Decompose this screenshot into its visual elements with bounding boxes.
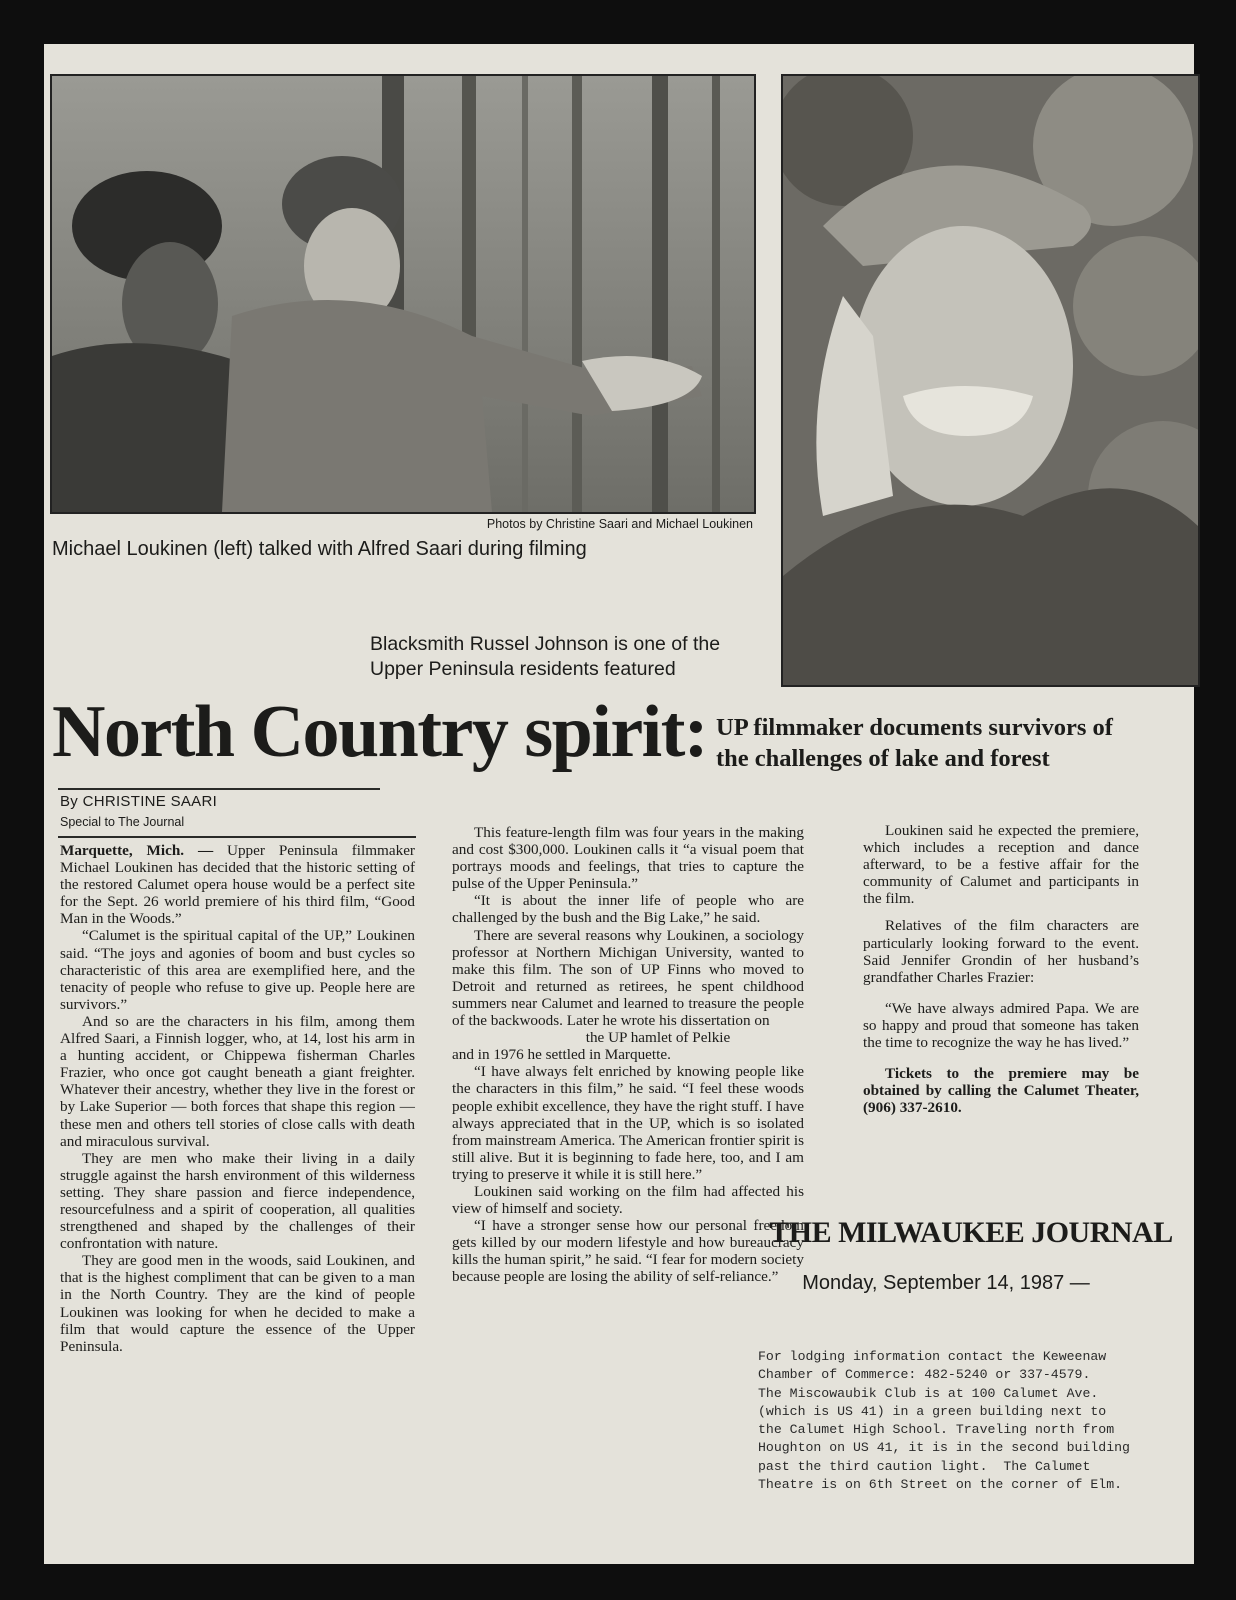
photo-caption-left: Michael Loukinen (left) talked with Alfred Saari during filming bbox=[52, 538, 587, 560]
article-dateline: Marquette, Mich. — bbox=[60, 842, 214, 859]
photo-loukinen-saari bbox=[50, 74, 756, 514]
article-paragraph: “I have always felt enriched by knowing people like the characters in this film,” he said. “I feel these woods people exhibit excellence, they have the right stuff. I have always appreciated that in the UP, which is so isolated from mainstream America. The American frontier spirit is still alive. But it is beginning to fade here, too, and I am trying to preserve it while it is still here.” bbox=[452, 1063, 804, 1183]
article-paragraph: And so are the characters in his film, among them Alfred Saari, a Finnish logger, who, at 14, lost his arm in a hunting accident, or Chippewa fisherman Charles Frazier, who once got caught beneath a giant freighter. Whatever their ancestry, whether they live in the forest or by Lake Superior — both forces that shape this region — these men and others tell stories of close calls with death and miraculous survival. bbox=[60, 1012, 415, 1150]
article-paragraph: Marquette, Mich. — Upper Peninsula filmmaker Michael Loukinen has decided that the historic setting of the restored Calumet opera house would be a perfect site for the Sept. 26 world premiere of his third film, “Good Man in the Woods.” bbox=[60, 842, 415, 928]
article-column-3 bbox=[863, 822, 1139, 1116]
article-paragraph: “Calumet is the spiritual capital of the UP,” Loukinen said. “The joys and agonies of boom and bust cycles so characteristic of this area are exemplified here, and the tenacity of people who refuse to give up. People here are survivors.” bbox=[60, 927, 415, 1013]
newspaper-masthead: THE MILWAUKEE JOURNAL bbox=[769, 1216, 1173, 1249]
lodging-note: For lodging information contact the Keweenaw Chamber of Commerce: 482-5240 or 337-4579. The Miscowaubik Club is at 100 Calumet Ave. (which is US 41) in a green building next to the Calumet High School. Traveling north from Houghton on US 41, it is in the second building past the third caution light. The Calumet Theatre is on 6th Street on the corner of Elm. bbox=[758, 1349, 1130, 1493]
photo-caption-right: Blacksmith Russel Johnson is one of the Upper Peninsula residents featured bbox=[370, 633, 721, 680]
article-paragraph: They are good men in the woods, said Loukinen, and that is the highest compliment that can be given to a man in the North Country. They are the kind of people Loukinen was looking for when he decided to make a film that would capture the essence of the Upper Peninsula. bbox=[60, 1252, 415, 1355]
article-paragraph: They are men who make their living in a daily struggle against the harsh environment of this wilderness setting. They share passion and fierce independence, resourcefulness and a spirit of cooperation, all qualities strengthened and shaped by the challenges of their confrontation with nature. bbox=[60, 1149, 415, 1253]
article-column-2 bbox=[452, 824, 804, 1286]
byline-rule-bottom bbox=[58, 836, 416, 838]
article-paragraph: “It is about the inner life of people who are challenged by the bush and the Big Lake,” he said. bbox=[452, 892, 804, 927]
continuation-line: the UP hamlet of Pelkie bbox=[585, 1029, 731, 1047]
article-paragraph: Relatives of the film characters are particularly looking forward to the event. Said Jennifer Grondin of her husband’s grandfather Charles Frazier: bbox=[863, 917, 1139, 986]
article-paragraph: There are several reasons why Loukinen, a sociology professor at Northern Michigan University, wanted to make this film. The son of UP Finns who moved to Detroit and returned as retirees, he spent childhood summers near Calumet and learned to treasure the people of the backwoods. Later he wrote his dissertation on bbox=[452, 926, 804, 1030]
tickets-paragraph: Tickets to the premiere may be obtained by calling the Calumet Theater, (906) 337-2610. bbox=[863, 1065, 1139, 1117]
byline-rule-top bbox=[58, 788, 380, 790]
article-column-1 bbox=[60, 842, 415, 1355]
article-paragraph: Loukinen said working on the film had affected his view of himself and society. bbox=[452, 1182, 804, 1218]
byline-affiliation: Special to The Journal bbox=[60, 815, 185, 829]
article-paragraph: and in 1976 he settled in Marquette. bbox=[452, 1046, 671, 1064]
quote-paragraph: “We have always admired Papa. We are so happy and proud that someone has taken the time to recognize the way he has lived.” bbox=[863, 999, 1139, 1052]
publication-date: Monday, September 14, 1987 — bbox=[802, 1272, 1090, 1294]
article-paragraph: This feature-length film was four years in the making and cost $300,000. Loukinen calls it “a visual poem that portrays moods and feelings, that tries to capture the pulse of the Upper Peninsula.” bbox=[452, 824, 804, 893]
subheadline: UP filmmaker documents survivors of the challenges of lake and forest bbox=[716, 714, 1113, 772]
photo-russel-johnson bbox=[781, 74, 1200, 687]
article-paragraph: “I have a stronger sense how our personal freedom gets killed by our modern lifestyle and how bureaucracy kills the human spirit,” he said. “I fear for modern society because people are losing the ability of self-reliance.” bbox=[452, 1217, 804, 1286]
photo-credit: Photos by Christine Saari and Michael Loukinen bbox=[486, 517, 753, 531]
article-paragraph: Loukinen said he expected the premiere, which includes a reception and dance afterward, to be a festive affair for the community of Calumet and participants in the film. bbox=[863, 822, 1139, 908]
headline: North Country spirit: bbox=[52, 691, 708, 773]
byline-author: By CHRISTINE SAARI bbox=[60, 793, 218, 810]
